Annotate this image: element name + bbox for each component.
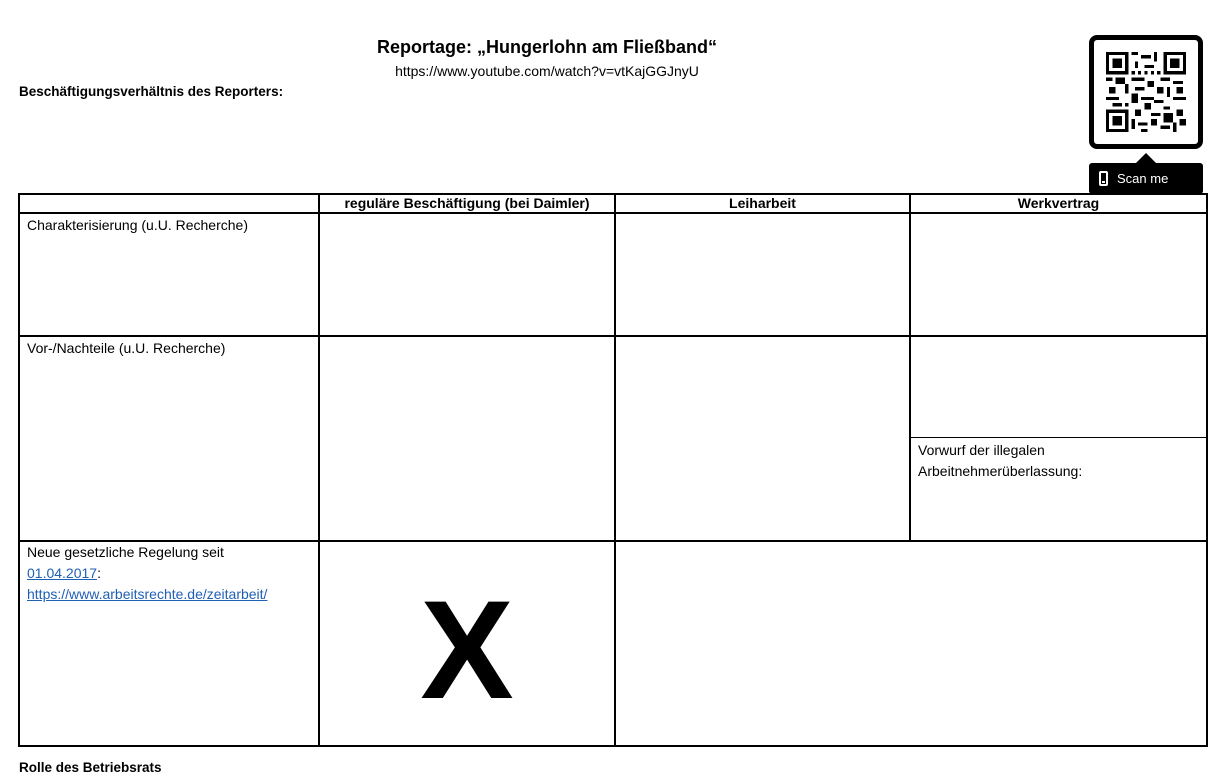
video-url[interactable]: https://www.youtube.com/watch?v=vtKajGGJnyU bbox=[395, 63, 699, 79]
legal-regulation-text: Neue gesetzliche Regelung seit bbox=[27, 544, 224, 560]
scan-me-label[interactable] bbox=[1089, 163, 1203, 194]
page-title: Reportage: „Hungerlohn am Fließband“ bbox=[376, 37, 717, 57]
qr-code-icon bbox=[1106, 52, 1186, 132]
section-heading-works-council: Rolle des Betriebsrats bbox=[19, 760, 162, 775]
werkvertrag-note: Vorwurf der illegalen Arbeitnehmerüberlassung: bbox=[918, 442, 1083, 479]
not-applicable-mark: X bbox=[420, 571, 514, 728]
phone-icon bbox=[1099, 171, 1108, 186]
legal-date-colon: : bbox=[97, 565, 101, 581]
row-label-pros-cons: Vor-/Nachteile (u.U. Recherche) bbox=[27, 340, 226, 356]
column-header-werkvertrag: Werkvertrag bbox=[1017, 195, 1100, 211]
row-label-characterization: Charakterisierung (u.U. Recherche) bbox=[27, 217, 248, 233]
section-heading-employment: Beschäftigungsverhältnis des Reporters: bbox=[19, 84, 284, 99]
column-header-leiharbeit: Leiharbeit bbox=[729, 195, 796, 211]
qr-code[interactable] bbox=[1089, 35, 1203, 149]
scan-me-text: Scan me bbox=[1117, 171, 1169, 186]
legal-date-link[interactable]: 01.04.2017 bbox=[27, 565, 98, 581]
scan-callout-pointer bbox=[1136, 153, 1156, 163]
row-label-legal-regulation bbox=[27, 542, 317, 605]
legal-regulation-date-line bbox=[27, 563, 317, 584]
arbeitsrechte-link[interactable]: https://www.arbeitsrechte.de/zeitarbeit/ bbox=[27, 586, 268, 602]
column-header-regular: reguläre Beschäftigung (bei Daimler) bbox=[344, 195, 590, 211]
